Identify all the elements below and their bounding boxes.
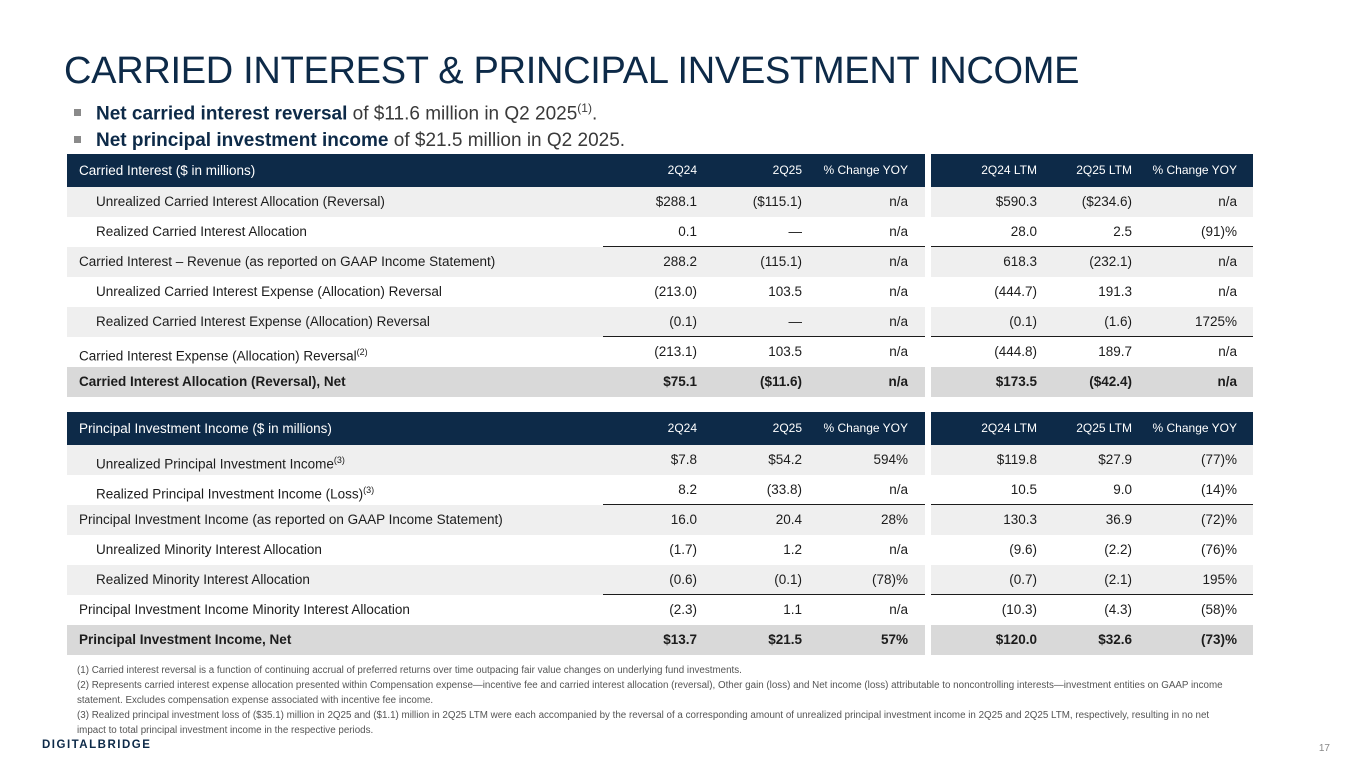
- cell-value: (115.1): [760, 254, 802, 269]
- cell-value: 103.5: [768, 284, 802, 299]
- cell-value: 618.3: [1003, 254, 1037, 269]
- cell-value: (73)%: [1200, 632, 1237, 647]
- header-col: 2Q25 LTM: [1076, 421, 1132, 435]
- cell-value: n/a: [889, 224, 908, 239]
- cell-value: (91)%: [1200, 224, 1237, 239]
- cell-value: (444.7): [994, 284, 1037, 299]
- cell-value: n/a: [889, 194, 908, 209]
- bullet-principal-investment: [74, 127, 625, 154]
- row-label: [96, 445, 345, 475]
- cell-value: $32.6: [1098, 632, 1132, 647]
- table-total-row: [67, 367, 1253, 397]
- cell-value: n/a: [889, 344, 908, 359]
- row-label: Carried Interest Allocation (Reversal), Net: [79, 374, 346, 389]
- table-row: [67, 475, 1253, 505]
- cell-value: $173.5: [995, 374, 1037, 389]
- bullet-end: .: [591, 103, 598, 125]
- bullet-bold: Net principal investment income: [96, 130, 389, 152]
- table-row: [67, 445, 1253, 475]
- cell-value: 36.9: [1105, 512, 1132, 527]
- cell-value: (9.6): [1009, 542, 1037, 557]
- cell-value: 57%: [880, 632, 908, 647]
- cell-value: 189.7: [1098, 344, 1132, 359]
- header-col: 2Q25: [772, 163, 802, 177]
- cell-value: 288.2: [663, 254, 697, 269]
- square-bullet-icon: [74, 136, 81, 143]
- cell-value: (76)%: [1200, 542, 1237, 557]
- cell-value: 28%: [880, 512, 908, 527]
- row-label: Unrealized Carried Interest Expense (Allocation) Reversal: [96, 284, 442, 299]
- table-row: [67, 565, 1253, 595]
- cell-value: (14)%: [1200, 482, 1237, 497]
- cell-value: n/a: [1218, 344, 1237, 359]
- cell-value: 0.1: [678, 224, 697, 239]
- cell-value: $120.0: [995, 632, 1037, 647]
- footnote: (1) Carried interest reversal is a function of continuing accrual of preferred returns over time outpacing fair value changes on underlying fund investments.: [77, 665, 742, 676]
- footnotes: [77, 663, 1237, 738]
- table-row: [67, 595, 1253, 625]
- cell-value: 1725%: [1194, 314, 1237, 329]
- header-col: 2Q24: [667, 421, 697, 435]
- table-row: [67, 505, 1253, 535]
- footnote-ref: (2): [356, 347, 368, 357]
- bullet-carried-interest: [74, 95, 625, 127]
- cell-value: n/a: [889, 314, 908, 329]
- cell-value: n/a: [1218, 254, 1237, 269]
- cell-value: (77)%: [1200, 452, 1237, 467]
- carried-interest-table: [67, 154, 1253, 397]
- cell-value: ($115.1): [752, 194, 802, 209]
- cell-value: (33.8): [766, 482, 802, 497]
- row-label: Carried Interest – Revenue (as reported on GAAP Income Statement): [79, 254, 496, 269]
- cell-value: (2.3): [669, 602, 697, 617]
- cell-value: ($234.6): [1081, 194, 1132, 209]
- bullet-text: of $21.5 million in Q2 2025.: [388, 130, 626, 152]
- cell-value: n/a: [889, 284, 908, 299]
- row-label: Realized Carried Interest Expense (Allocation) Reversal: [96, 314, 430, 329]
- row-label: [79, 337, 368, 367]
- cell-value: $54.2: [768, 452, 802, 467]
- cell-value: ($42.4): [1089, 374, 1132, 389]
- footnote: (3) Realized principal investment loss of ($35.1) million in 2Q25 and ($1.1) million in 2Q25 LTM were each accompanied by the reversal of a corresponding amount of unrealized principal investment income in 2Q25 and 2Q25 LTM, respectively, resulting in no net impact to total principal investment income in the respective periods.: [77, 710, 1210, 736]
- cell-value: (58)%: [1200, 602, 1237, 617]
- header-col: % Change YOY: [1152, 421, 1237, 435]
- bullet-footnote-ref: (1): [577, 101, 592, 115]
- cell-value: 20.4: [775, 512, 802, 527]
- cell-value: n/a: [889, 602, 908, 617]
- cell-value: (1.7): [669, 542, 697, 557]
- cell-value: (4.3): [1104, 602, 1132, 617]
- key-points: [74, 95, 625, 154]
- row-label: Principal Investment Income Minority Interest Allocation: [79, 602, 410, 617]
- table-row: [67, 247, 1253, 277]
- cell-value: n/a: [1217, 374, 1237, 389]
- cell-value: (213.0): [654, 284, 697, 299]
- header-col: 2Q24 LTM: [981, 421, 1037, 435]
- cell-value: (1.6): [1104, 314, 1132, 329]
- header-title: Principal Investment Income ($ in millions): [79, 421, 332, 436]
- header-col: 2Q24: [667, 163, 697, 177]
- cell-value: $7.8: [670, 452, 697, 467]
- cell-value: n/a: [888, 374, 908, 389]
- row-label-text: Unrealized Principal Investment Income: [96, 456, 334, 472]
- row-label: Realized Carried Interest Allocation: [96, 224, 307, 239]
- square-bullet-icon: [74, 109, 81, 116]
- cell-value: $119.8: [996, 452, 1037, 467]
- cell-value: 594%: [873, 452, 908, 467]
- cell-value: n/a: [889, 254, 908, 269]
- cell-value: ($11.6): [759, 374, 802, 389]
- cell-value: $288.1: [655, 194, 697, 209]
- cell-value: n/a: [889, 482, 908, 497]
- cell-value: —: [788, 314, 802, 329]
- row-label: Unrealized Minority Interest Allocation: [96, 542, 322, 557]
- cell-value: (0.7): [1009, 572, 1037, 587]
- cell-value: $27.9: [1098, 452, 1132, 467]
- bullet-text: of $11.6 million in Q2 2025: [347, 103, 578, 125]
- footnote-ref: (3): [363, 485, 375, 495]
- bullet-bold: Net carried interest reversal: [96, 103, 348, 125]
- row-label: Unrealized Carried Interest Allocation (Reversal): [96, 194, 385, 209]
- company-logo: DIGITALBRIDGE: [42, 739, 152, 751]
- header-col: % Change YOY: [823, 421, 908, 435]
- cell-value: n/a: [1218, 284, 1237, 299]
- cell-value: 9.0: [1113, 482, 1132, 497]
- cell-value: 28.0: [1010, 224, 1037, 239]
- cell-value: (10.3): [1001, 602, 1037, 617]
- cell-value: n/a: [1218, 194, 1237, 209]
- cell-value: 191.3: [1098, 284, 1132, 299]
- cell-value: 2.5: [1113, 224, 1132, 239]
- row-label-text: Carried Interest Expense (Allocation) Reversal: [79, 348, 357, 364]
- row-label-text: Realized Principal Investment Income (Loss): [96, 486, 364, 502]
- header-col: 2Q25 LTM: [1076, 163, 1132, 177]
- cell-value: (0.1): [774, 572, 802, 587]
- cell-value: 130.3: [1003, 512, 1037, 527]
- table-row: [67, 217, 1253, 247]
- table-row: [67, 277, 1253, 307]
- footnote: (2) Represents carried interest expense allocation presented within Compensation expense—incentive fee and carried interest allocation (reversal), Other gain (loss) and Net income (loss) attributable to noncontrolling interests—investment entities on GAAP income statement. Excludes compensation expense associated with incentive fee income.: [77, 680, 1223, 706]
- row-label: [96, 475, 374, 505]
- cell-value: (78)%: [871, 572, 908, 587]
- cell-value: 1.2: [783, 542, 802, 557]
- cell-value: (0.1): [1009, 314, 1037, 329]
- footnote-ref: (3): [333, 455, 345, 465]
- cell-value: 16.0: [670, 512, 697, 527]
- cell-value: 195%: [1202, 572, 1237, 587]
- cell-value: $590.3: [995, 194, 1037, 209]
- header-col: 2Q25: [772, 421, 802, 435]
- cell-value: n/a: [889, 542, 908, 557]
- table-header: [67, 412, 1253, 445]
- header-col: % Change YOY: [823, 163, 908, 177]
- header-col: 2Q24 LTM: [981, 163, 1037, 177]
- cell-value: (2.1): [1104, 572, 1132, 587]
- header-title: Carried Interest ($ in millions): [79, 163, 256, 178]
- cell-value: —: [788, 224, 802, 239]
- page-title: CARRIED INTEREST & PRINCIPAL INVESTMENT INCOME: [64, 50, 1080, 92]
- cell-value: (444.8): [994, 344, 1037, 359]
- cell-value: 1.1: [783, 602, 802, 617]
- row-label: Realized Minority Interest Allocation: [96, 572, 310, 587]
- table-row: [67, 535, 1253, 565]
- cell-value: 103.5: [768, 344, 802, 359]
- cell-value: $21.5: [768, 632, 802, 647]
- cell-value: (213.1): [654, 344, 697, 359]
- cell-value: (0.1): [669, 314, 697, 329]
- cell-value: 8.2: [678, 482, 697, 497]
- cell-value: 10.5: [1010, 482, 1037, 497]
- table-row: [67, 187, 1253, 217]
- principal-investment-table: [67, 412, 1253, 655]
- table-row: [67, 307, 1253, 337]
- cell-value: (2.2): [1104, 542, 1132, 557]
- cell-value: (72)%: [1200, 512, 1237, 527]
- header-col: % Change YOY: [1152, 163, 1237, 177]
- page-number: 17: [1318, 743, 1330, 754]
- table-row: [67, 337, 1253, 367]
- cell-value: (232.1): [1089, 254, 1132, 269]
- table-total-row: [67, 625, 1253, 655]
- cell-value: $13.7: [663, 632, 697, 647]
- row-label: Principal Investment Income (as reported on GAAP Income Statement): [79, 512, 503, 527]
- cell-value: (0.6): [669, 572, 697, 587]
- table-header: [67, 154, 1253, 187]
- row-label: Principal Investment Income, Net: [79, 632, 292, 647]
- cell-value: $75.1: [663, 374, 697, 389]
